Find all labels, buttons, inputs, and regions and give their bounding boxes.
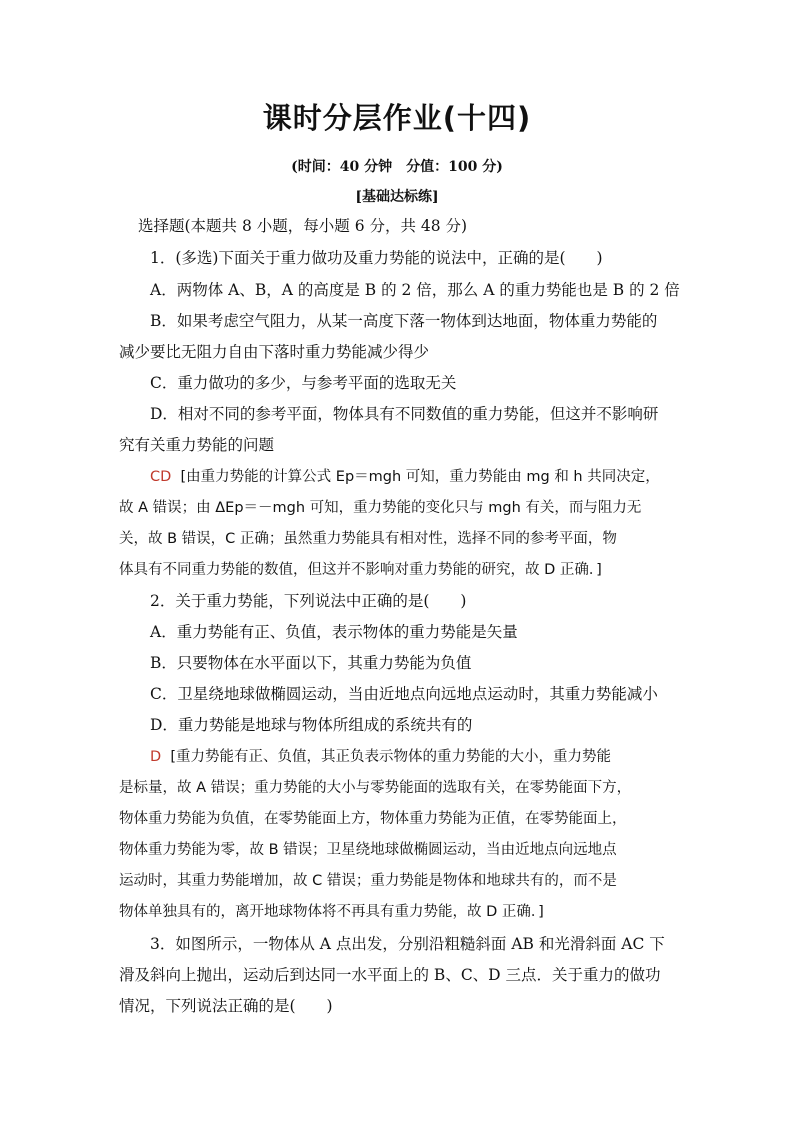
q2-explanation-line5: 运动时，其重力势能增加，故 C 错误；重力势能是物体和地球共有的，而不是 xyxy=(119,873,617,889)
q1-explanation-line4: 体具有不同重力势能的数值，但这并不影响对重力势能的研究，故 D 正确．] xyxy=(119,562,602,578)
q2-option-c: C．卫星绕地球做椭圆运动，当由近地点向远地点运动时，其重力势能减小 xyxy=(150,685,658,703)
page-title: 课时分层作业(十四) xyxy=(262,101,532,135)
q2-explanation-line6: 物体单独具有的，离开地球物体将不再具有重力势能，故 D 正确．] xyxy=(119,904,544,920)
q1-explanation-line3: 关，故 B 错误，C 正确；虽然重力势能具有相对性，选择不同的参考平面，物 xyxy=(119,531,617,547)
q1-option-b-line1: B．如果考虑空气阻力，从某一高度下落一物体到达地面，物体重力势能的 xyxy=(150,312,658,330)
q3-stem-line3: 情况，下列说法正确的是( ) xyxy=(119,997,333,1015)
q1-explanation-line1: CD [由重力势能的计算公式 Ep＝mgh 可知，重力势能由 mg 和 h 共同决定， xyxy=(150,469,660,485)
q2-explanation-line1: D [重力势能有正、负值，其正负表示物体的重力势能的大小，重力势能 xyxy=(150,749,612,765)
q2-explanation-line3: 物体重力势能为负值，在零势能面上方，物体重力势能为正值，在零势能面上， xyxy=(119,811,627,827)
q2-stem: 2．关于重力势能，下列说法中正确的是( ) xyxy=(150,592,467,610)
q1-option-b-line2: 减少要比无阻力自由下落时重力势能减少得少 xyxy=(119,343,430,361)
q1-stem: 1．(多选)下面关于重力做功及重力势能的说法中，正确的是( ) xyxy=(150,249,603,267)
q2-explanation-line4: 物体重力势能为零，故 B 错误；卫星绕地球做椭圆运动，当由近地点向远地点 xyxy=(119,842,617,858)
q1-explanation-line2: 故 A 错误；由 ΔEp＝－mgh 可知，重力势能的变化只与 mgh 有关，而与阻力无 xyxy=(119,500,642,516)
question-intro: 选择题(本题共 8 小题，每小题 6 分，共 48 分) xyxy=(138,217,468,235)
q2-answer-key: D xyxy=(150,749,162,765)
section-heading: [基础达标练] xyxy=(355,189,439,205)
q3-stem-line1: 3．如图所示，一物体从 A 点出发，分别沿粗糙斜面 AB 和光滑斜面 AC 下 xyxy=(150,935,665,953)
q1-option-d-line2: 究有关重力势能的问题 xyxy=(119,436,275,454)
q1-option-c: C．重力做功的多少，与参考平面的选取无关 xyxy=(150,374,457,392)
q1-option-d-line1: D．相对不同的参考平面，物体具有不同数值的重力势能，但这并不影响研 xyxy=(150,405,659,423)
time-score-info: (时间：40 分钟 分值：100 分) xyxy=(291,159,503,175)
q2-option-b: B．只要物体在水平面以下，其重力势能为负值 xyxy=(150,654,472,672)
q2-explanation-line2: 是标量，故 A 错误；重力势能的大小与零势能面的选取有关，在零势能面下方， xyxy=(119,780,632,796)
q1-option-a: A．两物体 A、B，A 的高度是 B 的 2 倍，那么 A 的重力势能也是 B 的 2 倍 xyxy=(150,281,680,299)
q2-option-a: A．重力势能有正、负值，表示物体的重力势能是矢量 xyxy=(150,623,518,641)
q3-stem-line2: 滑及斜向上抛出，运动后到达同一水平面上的 B、C、D 三点．关于重力的做功 xyxy=(119,966,661,984)
q1-answer-key: CD xyxy=(150,469,172,485)
q2-option-d: D．重力势能是地球与物体所组成的系统共有的 xyxy=(150,716,473,734)
